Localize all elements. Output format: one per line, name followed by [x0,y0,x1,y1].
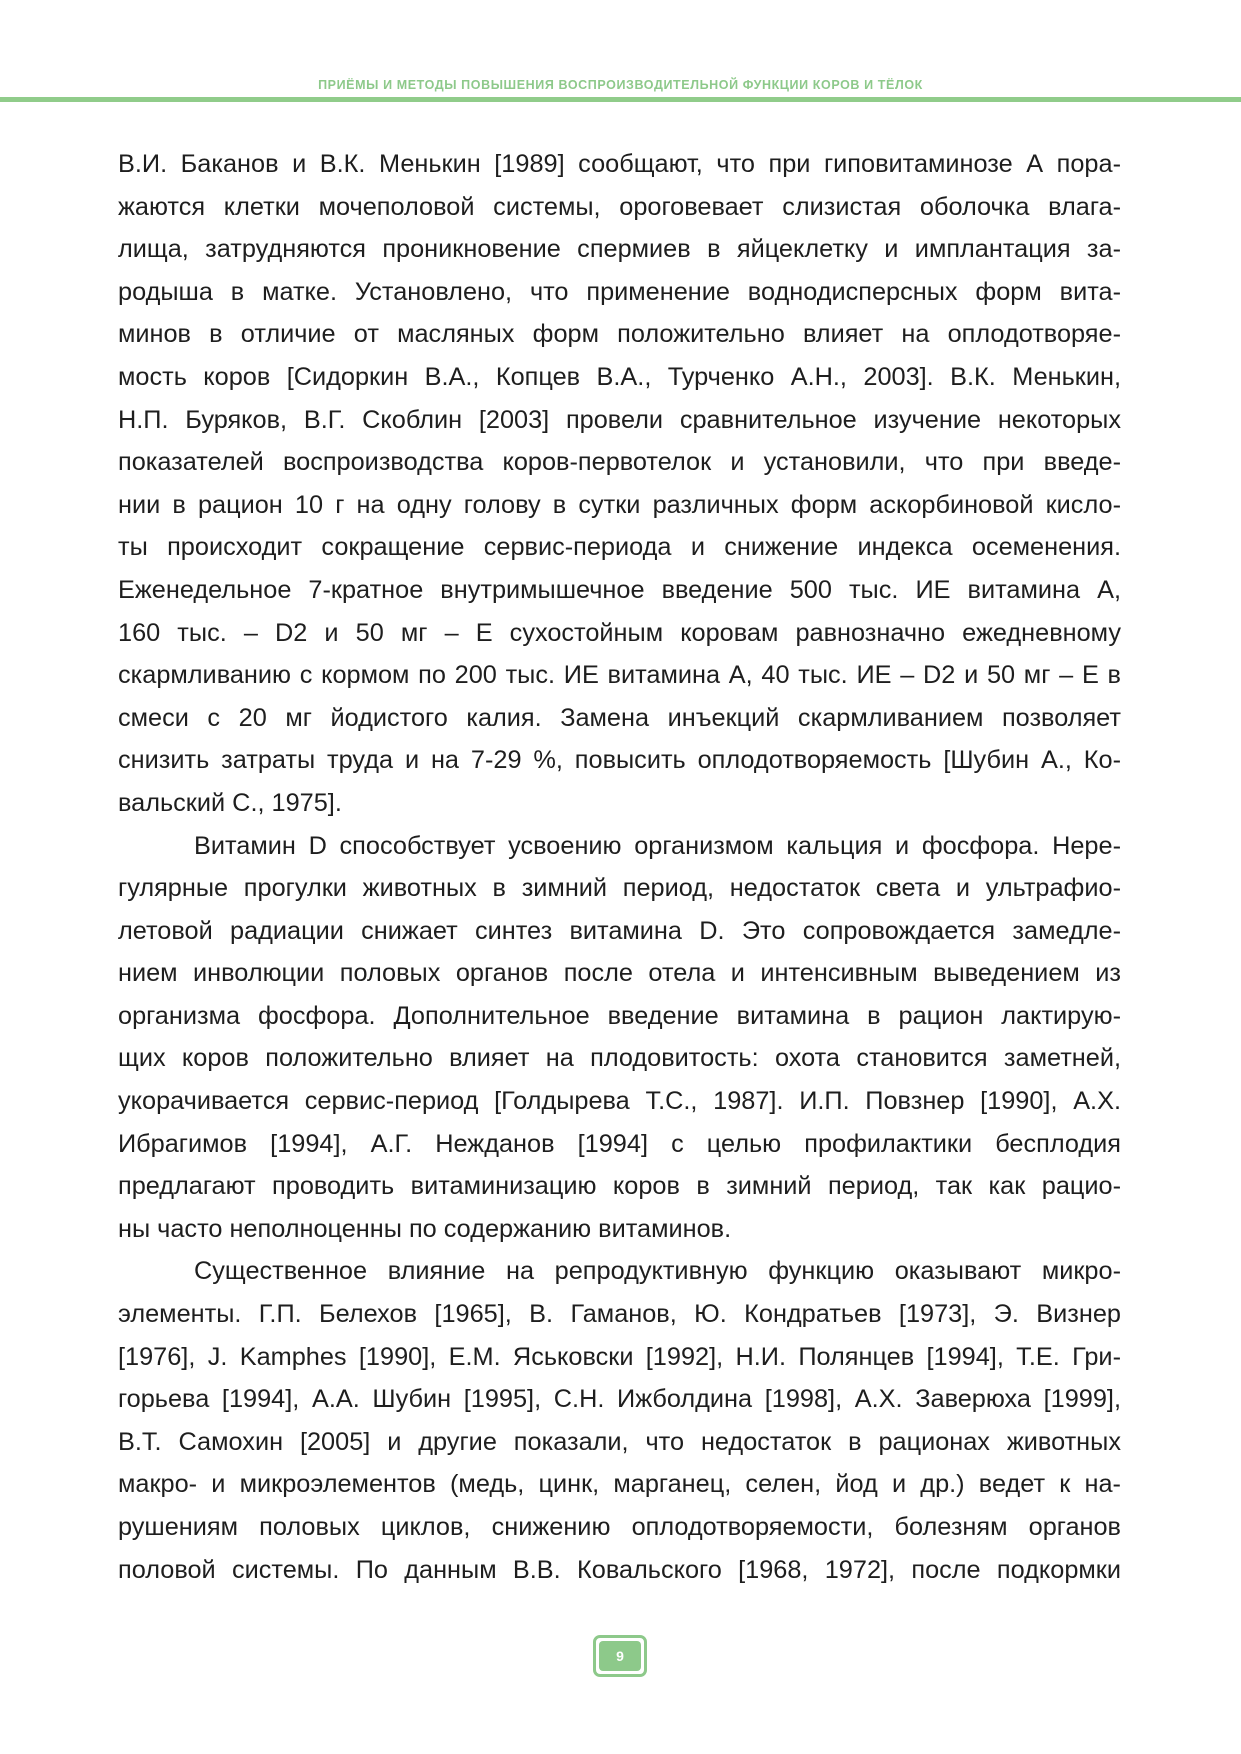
text-line: организма фосфора. Дополнительное введение витамина в рацион лактирую- [118,1001,1121,1030]
text-line: смеси с 20 мг йодистого калия. Замена инъекций скармливанием позволяет [118,703,1121,732]
header-divider [0,97,1241,102]
text-line: показателей воспроизводства коров-первотелок и установили, что при введе- [118,448,1121,477]
text-line: щих коров положительно влияет на плодовитость: охота становится заметней, [118,1044,1121,1073]
text-line: Существенное влияние на репродуктивную функцию оказывают микро- [194,1257,1121,1286]
text-line: В.И. Баканов и В.К. Менькин [1989] сообщают, что при гиповитаминозе А пора- [118,150,1121,178]
text-line: ты происходит сокращение сервис-периода и снижение индекса осеменения. [118,533,1121,562]
text-line: Витамин D способствует усвоению организмом кальция и фосфора. Нере- [194,831,1121,860]
text-line: макро- и микроэлементов (медь, цинк, марганец, селен, йод и др.) ведет к на- [118,1470,1121,1499]
text-line: жаются клетки мочеполовой системы, ороговевает слизистая оболочка влага- [118,192,1121,221]
page-number: 9 [599,1641,641,1671]
text-line: Еженедельное 7-кратное внутримышечное введение 500 тыс. ИЕ витамина А, [118,575,1121,604]
text-line: мость коров [Сидоркин В.А., Копцев В.А., Турченко А.Н., 2003]. В.К. Менькин, [118,362,1121,391]
text-line: вальский С., 1975]. [118,788,342,817]
text-line: скармливанию с кормом по 200 тыс. ИЕ витамина А, 40 тыс. ИЕ – D2 и 50 мг – Е в [118,661,1121,690]
text-line: [1976], J. Kamphes [1990], Е.М. Яськовски [1992], Н.И. Полянцев [1994], Т.Е. Гри- [118,1342,1121,1371]
text-line: лища, затрудняются проникновение спермиев в яйцеклетку и имплантация за- [118,235,1121,264]
text-line: ны часто неполноценны по содержанию витаминов. [118,1214,732,1243]
text-line: 160 тыс. – D2 и 50 мг – Е сухостойным коровам равнозначно ежедневному [118,618,1121,647]
text-line: предлагают проводить витаминизацию коров в зимний период, так как рацио- [118,1172,1121,1201]
page-number-badge [593,1635,647,1677]
text-line: минов в отличие от масляных форм положительно влияет на оплодотворяе- [118,320,1121,349]
text-line: Ибрагимов [1994], А.Г. Нежданов [1994] с целью профилактики бесплодия [118,1129,1121,1158]
text-line: гулярные прогулки животных в зимний период, недостаток света и ультрафио- [118,874,1121,903]
text-line: рушениям половых циклов, снижению оплодотворяемости, болезням органов [118,1513,1121,1541]
text-line: летовой радиации снижает синтез витамина D. Это сопровождается замедле- [118,916,1121,945]
body-text [118,143,1121,1591]
running-header-title: ПРИЁМЫ И МЕТОДЫ ПОВЫШЕНИЯ ВОСПРОИЗВОДИТЕЛЬНОЙ ФУНКЦИИ КОРОВ И ТЁЛОК [318,78,923,92]
text-line: половой системы. По данным В.В. Ковальского [1968, 1972], после подкормки [118,1555,1121,1584]
text-line: В.Т. Самохин [2005] и другие показали, что недостаток в рационах животных [118,1427,1121,1456]
text-line: элементы. Г.П. Белехов [1965], В. Гаманов, Ю. Кондратьев [1973], Э. Визнер [118,1300,1121,1329]
text-line: родыша в матке. Установлено, что применение воднодисперсных форм вита- [118,277,1121,306]
text-line: Н.П. Буряков, В.Г. Скоблин [2003] провели сравнительное изучение некоторых [118,405,1121,434]
text-line: снизить затраты труда и на 7-29 %, повысить оплодотворяемость [Шубин А., Ко- [118,746,1121,775]
text-line: горьева [1994], А.А. Шубин [1995], С.Н. Ижболдина [1998], А.Х. Заверюха [1999], [118,1385,1121,1414]
text-line: укорачивается сервис-период [Голдырева Т.С., 1987]. И.П. Повзнер [1990], А.Х. [118,1087,1121,1116]
text-line: нии в рацион 10 г на одну голову в сутки различных форм аскорбиновой кисло- [118,490,1121,519]
text-line: нием инволюции половых органов после отела и интенсивным выведением из [118,959,1121,988]
